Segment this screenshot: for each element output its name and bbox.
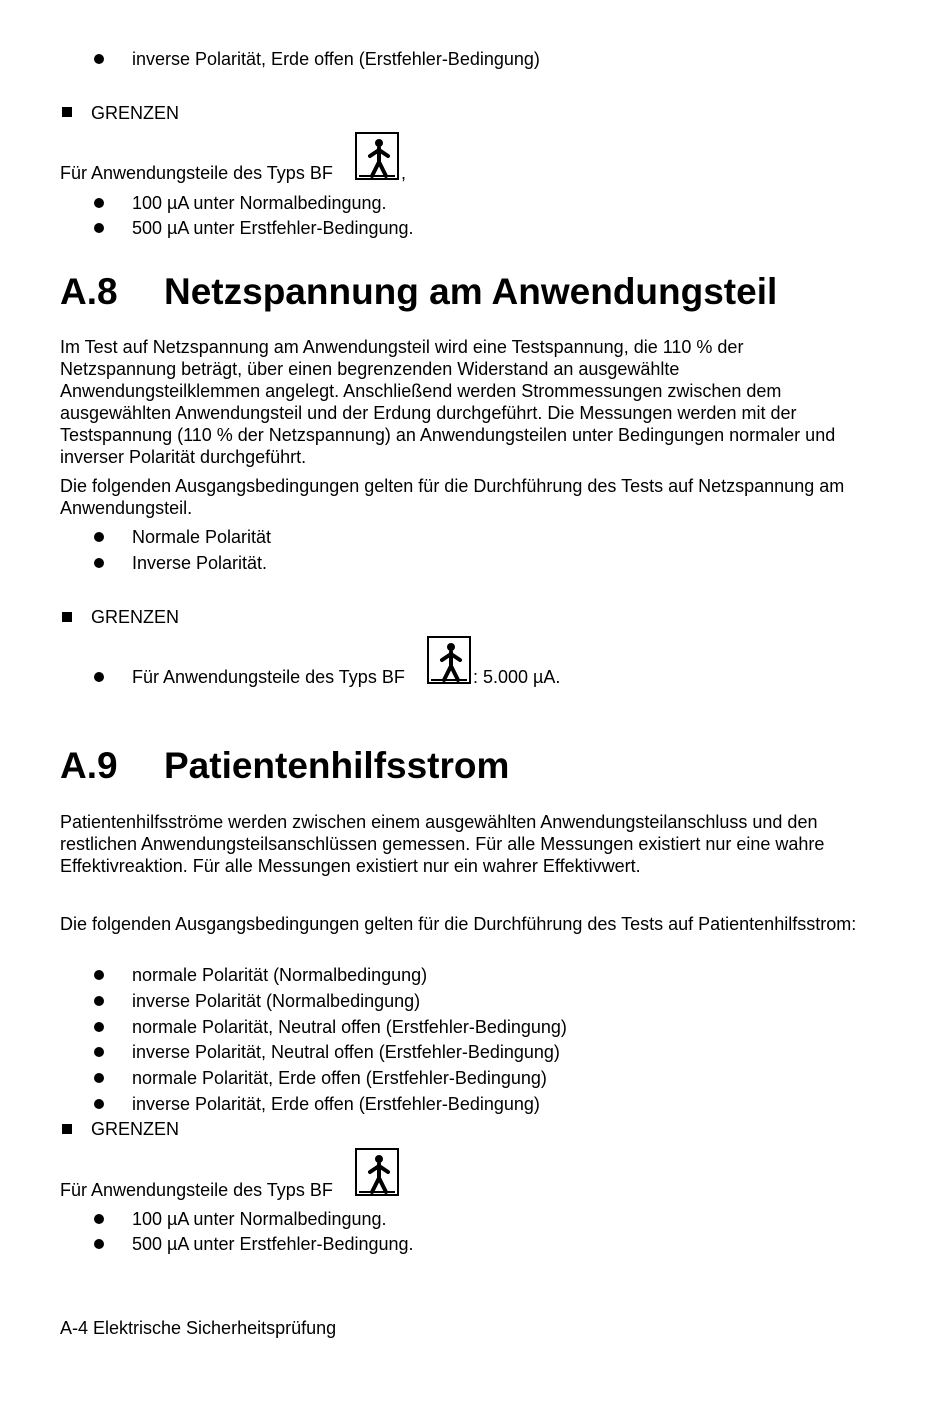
limits-intro-suffix: ,	[401, 163, 407, 183]
list-item: Normale Polarität	[132, 527, 272, 547]
bullet-icon	[94, 54, 104, 64]
list-item: normale Polarität, Neutral offen (Erstfehler-Bedingung)	[132, 1017, 567, 1037]
bf-applied-part-icon	[355, 1148, 399, 1196]
bullet-icon	[94, 970, 104, 980]
list-item: normale Polarität (Normalbedingung)	[132, 965, 428, 985]
list-item: inverse Polarität, Neutral offen (Erstfehler-Bedingung)	[132, 1042, 560, 1062]
limits-intro: Für Anwendungsteile des Typs BF	[60, 163, 333, 183]
bf-applied-part-icon	[427, 636, 471, 684]
paragraph: Die folgenden Ausgangsbedingungen gelten für die Durchführung des Tests auf Netzspannung am Anwendungsteil.	[60, 476, 845, 518]
bullet-icon	[94, 1047, 104, 1057]
bullet-icon	[94, 996, 104, 1006]
list-item: 100 µA unter Normalbedingung.	[132, 193, 387, 213]
list-item: inverse Polarität, Erde offen (Erstfehler-Bedingung)	[132, 49, 540, 69]
section-number: A.9	[60, 745, 118, 786]
square-bullet-icon	[62, 107, 72, 117]
bullet-icon	[94, 1073, 104, 1083]
bullet-icon	[94, 198, 104, 208]
paragraph: Im Test auf Netzspannung am Anwendungsteil wird eine Testspannung, die 110 % der Netzspannung beträgt, über einen begrenzenden Widerstand an ausgewählte Anwendungsteilklemmen angelegt. Anschließend werden Strommessungen zwischen dem ausgewählten Anwendungsteil und der Erdung durchgeführt. Die Messungen werden mit der Testspannung (110 % der Netzspannung) an Anwendungsteilen unter Bedingungen normaler und inverser Polarität durchgeführt.	[60, 337, 836, 467]
list-item: 500 µA unter Erstfehler-Bedingung.	[132, 218, 414, 238]
bullet-icon	[94, 1022, 104, 1032]
section-number: A.8	[60, 271, 118, 312]
limits-heading: GRENZEN	[91, 1119, 180, 1139]
list-item: inverse Polarität, Erde offen (Erstfehler-Bedingung)	[132, 1094, 540, 1114]
list-item: 500 µA unter Erstfehler-Bedingung.	[132, 1234, 414, 1254]
bf-applied-part-icon	[355, 132, 399, 180]
list-item: Inverse Polarität.	[132, 553, 268, 573]
list-item: normale Polarität, Erde offen (Erstfehler-Bedingung)	[132, 1068, 547, 1088]
section-title: Patientenhilfsstrom	[164, 745, 510, 786]
bullet-icon	[94, 672, 104, 682]
list-item: 100 µA unter Normalbedingung.	[132, 1209, 387, 1229]
limits-intro: Für Anwendungsteile des Typs BF	[60, 1180, 333, 1200]
paragraph: Patientenhilfsströme werden zwischen einem ausgewählten Anwendungsteilanschluss und den restlichen Anwendungsteilsanschlüssen gemessen. Für alle Messungen existiert nur eine wahre Effektivreaktion. Für alle Messungen existiert nur ein wahrer Effektivwert.	[60, 812, 825, 876]
limits-value: : 5.000 µA.	[473, 667, 561, 687]
list-item: Für Anwendungsteile des Typs BF	[132, 667, 405, 687]
bullet-icon	[94, 532, 104, 542]
section-title: Netzspannung am Anwendungsteil	[164, 271, 778, 312]
list-item: inverse Polarität (Normalbedingung)	[132, 991, 421, 1011]
limits-heading: GRENZEN	[91, 103, 180, 123]
square-bullet-icon	[62, 1124, 72, 1134]
bullet-icon	[94, 558, 104, 568]
page-footer: A-4 Elektrische Sicherheitsprüfung	[60, 1318, 337, 1338]
paragraph: Die folgenden Ausgangsbedingungen gelten für die Durchführung des Tests auf Patientenhilfsstrom:	[60, 914, 857, 934]
section-heading-a8	[60, 270, 777, 314]
section-heading-a9	[60, 744, 509, 788]
square-bullet-icon	[62, 612, 72, 622]
bullet-icon	[94, 1214, 104, 1224]
limits-heading: GRENZEN	[91, 607, 180, 627]
bullet-icon	[94, 1099, 104, 1109]
bullet-icon	[94, 223, 104, 233]
bullet-icon	[94, 1239, 104, 1249]
